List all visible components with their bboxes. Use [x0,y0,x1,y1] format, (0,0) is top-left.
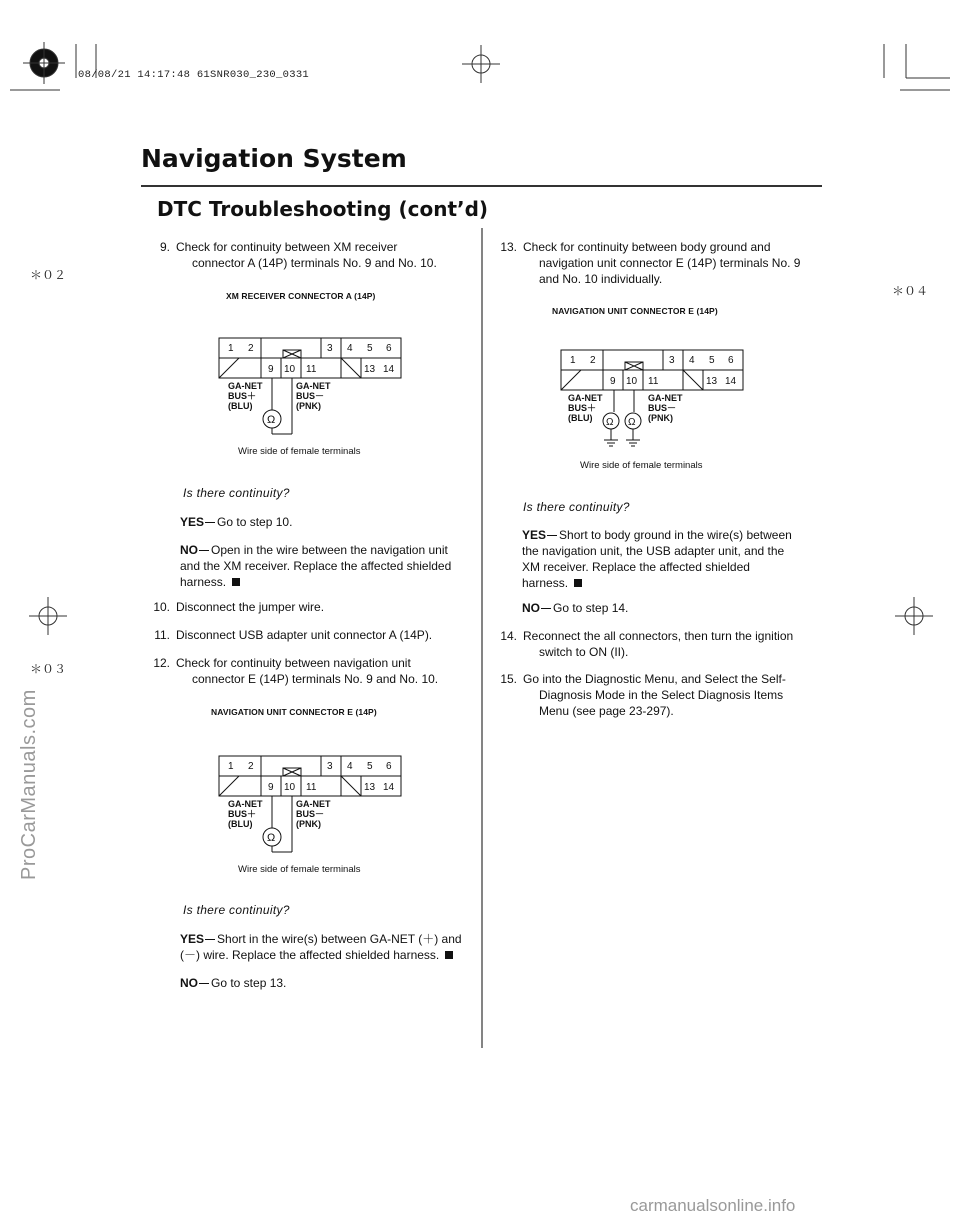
answer-text: (－) wire. Replace the affected shielded harness. [180,948,440,962]
question: Is there continuity? [523,500,630,514]
yes-answer [180,514,292,530]
wire-label: (BLU) [568,413,593,423]
step-text: connector A (14P) terminals No. 9 and No. 10. [192,256,437,270]
wire-label: (BLU) [228,401,253,411]
end-mark-icon [232,578,240,586]
step-text: connector E (14P) terminals No. 9 and No. 10. [192,672,439,686]
step-number: 13. [500,240,517,254]
answer-text: Short to body ground in the wire(s) between [559,528,792,542]
crosshair-icon [29,597,67,635]
terminal-label: 13 [706,376,718,387]
terminal-label: 13 [364,782,376,793]
terminal-label: 11 [306,782,317,793]
wire-label: (BLU) [228,819,253,829]
diagram-caption: NAVIGATION UNIT CONNECTOR E (14P) [211,707,377,717]
page-title: Navigation System [141,144,407,173]
step-number: 10. [153,600,170,614]
terminal-label: 14 [383,364,395,375]
wire-label: GA-NET [296,799,331,809]
ohmmeter-icon [263,828,281,846]
terminal-label: 3 [327,343,333,354]
step-text: Disconnect USB adapter unit connector A (14P). [176,628,433,642]
terminal-label: 2 [248,343,254,354]
wire-label: BUS＋ [568,403,597,413]
connector-diagram [210,748,410,858]
answer-text: and the XM receiver. Replace the affected shielded [180,559,452,573]
terminal-label: 14 [383,782,395,793]
side-mark: ＊０２ [30,268,67,282]
wire-label: BUS＋ [228,809,257,819]
step-text: switch to ON (II). [539,645,629,659]
terminal-label: 9 [268,364,274,375]
step-number: 15. [500,672,517,686]
step-number: 9. [159,240,170,254]
answer-text: harness. [180,575,227,589]
connector-diagram [210,330,410,440]
diagram-caption: NAVIGATION UNIT CONNECTOR E (14P) [552,306,718,316]
diagram-caption: XM RECEIVER CONNECTOR A (14P) [226,291,376,301]
answer-text: harness. [522,576,569,590]
answer-text: Go to step 10. [217,515,293,529]
wire-label: (PNK) [648,413,673,423]
ohmmeter-icon [625,413,641,429]
no-answer [522,600,628,616]
terminal-label: 14 [725,376,737,387]
answer-text: the navigation unit, the USB adapter unit, and the [522,544,785,558]
end-mark-icon [445,951,453,959]
terminal-label: 4 [347,761,353,772]
terminal-label: 4 [347,343,353,354]
terminal-label: 9 [610,376,616,387]
print-stamp: 08/08/21 14:17:48 61SNR030_230_0331 [78,69,310,81]
diagram-footer: Wire side of female terminals [238,446,361,457]
registration-target-icon [23,42,65,84]
terminal-label: 1 [228,761,234,772]
question: Is there continuity? [183,903,290,917]
no-label: NO [522,601,540,615]
terminal-label: 5 [709,355,715,366]
step-text: Check for continuity between XM receiver [176,240,398,254]
wire-label: BUS－ [296,809,325,819]
step-text: Check for continuity between navigation unit [176,656,411,670]
answer-text: Go to step 14. [553,601,629,615]
connector-diagram [552,342,752,452]
terminal-label: 6 [728,355,734,366]
terminal-label: 13 [364,364,376,375]
ground-icon [626,440,640,446]
terminal-label: 4 [689,355,695,366]
step-text: Go into the Diagnostic Menu, and Select the Self- [523,672,786,686]
side-mark: ＊０４ [892,284,929,298]
end-mark-icon [574,579,582,587]
wire-label: BUS－ [296,391,325,401]
terminal-label: 10 [284,782,296,793]
terminal-label: 1 [228,343,234,354]
wire-label: (PNK) [296,819,321,829]
wire-label: BUS＋ [228,391,257,401]
side-mark: ＊０３ [30,662,67,676]
crosshair-icon [462,45,500,83]
terminal-label: 6 [386,343,392,354]
answer-text: Go to step 13. [211,976,287,990]
svg-text:Ω: Ω [267,832,276,844]
ohmmeter-icon [263,410,281,428]
yes-answer [522,527,822,591]
yes-label: YES [180,515,205,529]
terminal-label: 11 [306,364,317,375]
answer-text: Open in the wire between the navigation unit [211,543,448,557]
wire-label: GA-NET [296,381,331,391]
step-number: 11. [154,628,170,642]
wire-label: GA-NET [228,799,263,809]
step-text: Reconnect the all connectors, then turn the ignition [523,629,794,643]
diagram-footer: Wire side of female terminals [580,460,703,471]
wire-label: GA-NET [228,381,263,391]
step-text: Diagnosis Mode in the Select Diagnosis Items [539,688,784,702]
terminal-label: 5 [367,343,373,354]
ohmmeter-icon [603,413,619,429]
terminal-label: 11 [648,376,659,387]
terminal-label: 10 [626,376,638,387]
step-text: Disconnect the jumper wire. [176,600,325,614]
answer-text: XM receiver. Replace the affected shielded [522,560,750,574]
crosshair-icon [895,597,933,635]
yes-label: YES [180,932,205,946]
step-number: 14. [500,629,517,643]
terminal-label: 10 [284,364,296,375]
wire-label: (PNK) [296,401,321,411]
answer-text: Short in the wire(s) between GA-NET (＋) and [217,932,462,946]
step-number: 12. [153,656,170,670]
terminal-label: 1 [570,355,576,366]
step-text: and No. 10 individually. [539,272,663,286]
wire-label: GA-NET [568,393,603,403]
wire-label: GA-NET [648,393,683,403]
diagram-footer: Wire side of female terminals [238,864,361,875]
no-label: NO [180,976,198,990]
step-text: Check for continuity between body ground and [523,240,771,254]
yes-answer [180,931,480,963]
watermark-left: ProCarManuals.com [18,689,40,880]
step-text: Menu (see page 23-297). [539,704,674,718]
svg-text:Ω: Ω [606,417,614,428]
terminal-label: 2 [248,761,254,772]
svg-text:Ω: Ω [267,414,276,426]
question: Is there continuity? [183,486,290,500]
no-label: NO [180,543,198,557]
terminal-label: 5 [367,761,373,772]
ground-icon [604,440,618,446]
yes-label: YES [522,528,547,542]
svg-text:Ω: Ω [628,417,636,428]
no-answer [180,542,480,590]
section-subtitle: DTC Troubleshooting (cont’d) [157,197,489,221]
terminal-label: 3 [669,355,675,366]
no-answer [180,975,286,991]
terminal-label: 2 [590,355,596,366]
terminal-label: 9 [268,782,274,793]
terminal-label: 6 [386,761,392,772]
terminal-label: 3 [327,761,333,772]
watermark-bottom: carmanualsonline.info [630,1196,796,1215]
wire-label: BUS－ [648,403,677,413]
step-text: navigation unit connector E (14P) terminals No. 9 [539,256,801,270]
